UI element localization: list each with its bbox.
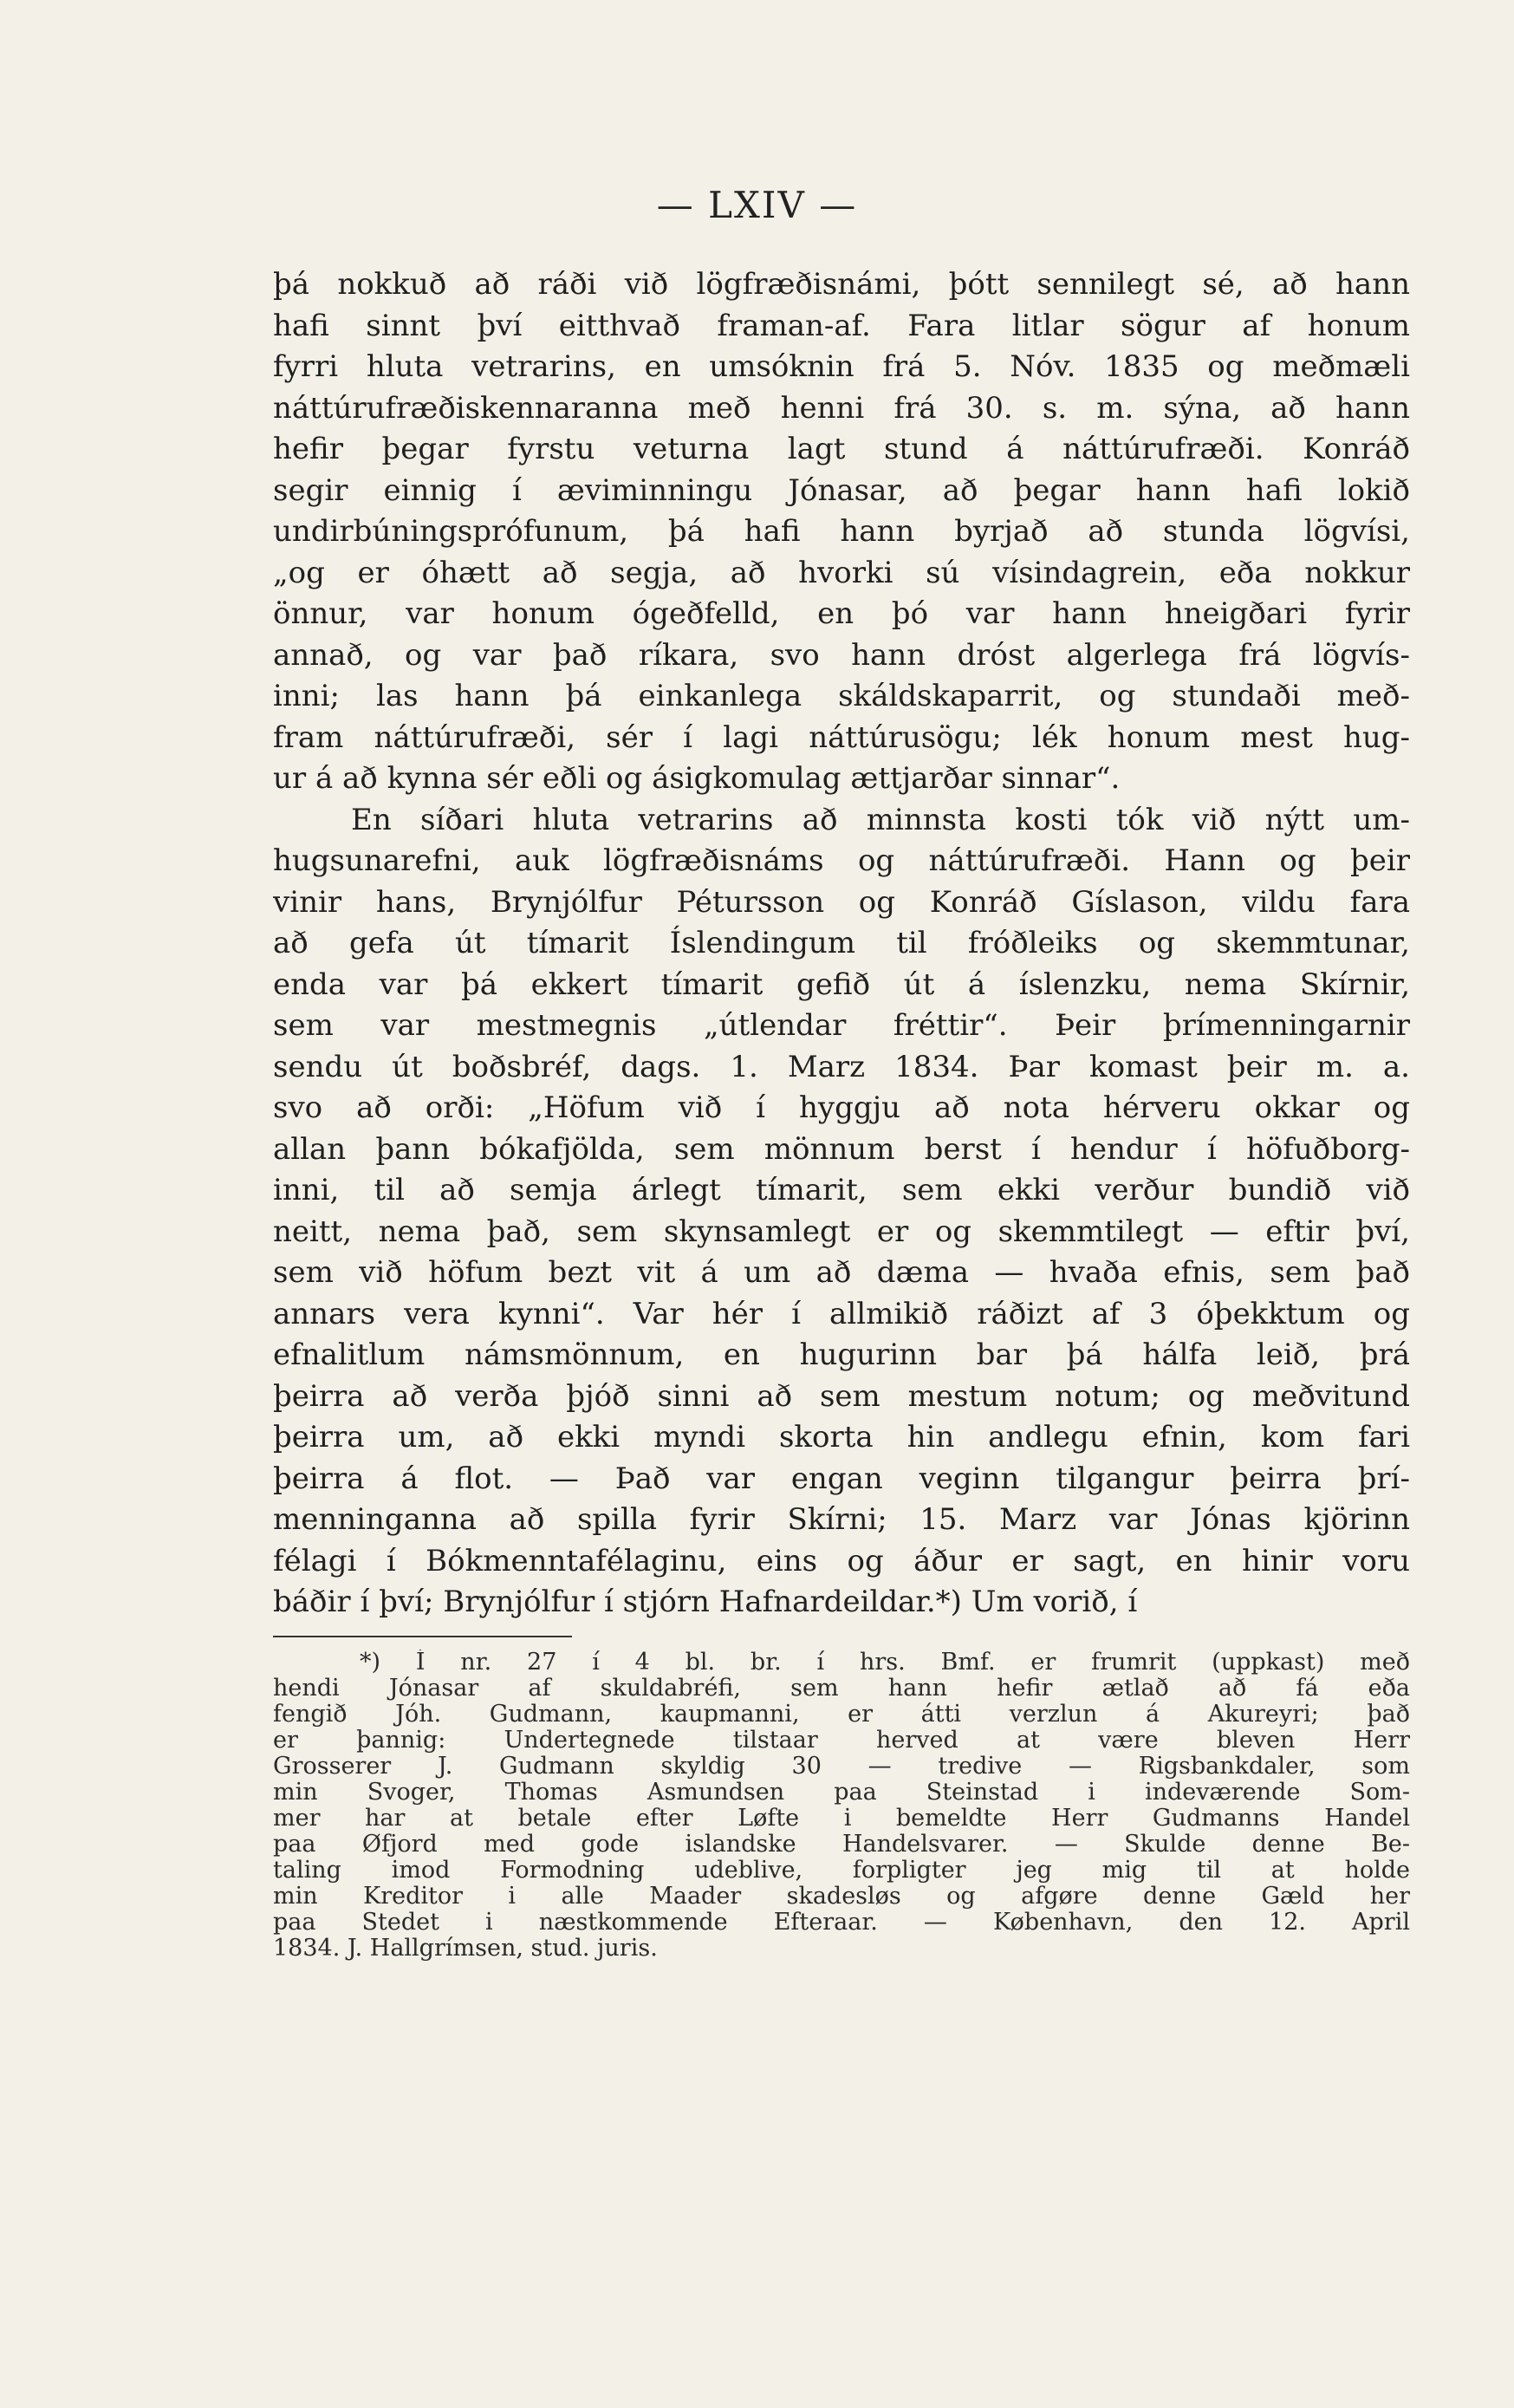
- footnote-line: taling imod Formodning udeblive, forpligter jeg mig til at holde: [273, 1858, 1410, 1884]
- footnote-line: 1834. J. Hallgrímsen, stud. juris.: [273, 1936, 658, 1962]
- footnote-line: fengið Jóh. Gudmann, kaupmanni, er átti verzlun á Akureyri; það: [273, 1702, 1410, 1728]
- footnote-line: paa Øfjord med gode islandske Handelsvarer. — Skulde denne Be-: [273, 1832, 1410, 1858]
- body-line: allan þann bókafjölda, sem mönnum berst í hendur í höfuðborg-: [273, 1131, 1410, 1167]
- footnote-divider: [273, 1636, 572, 1637]
- body-line: sem var mestmegnis „útlendar fréttir“. Þeir þrímenningarnir: [273, 1008, 1410, 1043]
- body-line: annars vera kynni“. Var hér í allmikið ráðizt af 3 óþekktum og: [273, 1296, 1410, 1331]
- footnote-line: min Kreditor i alle Maader skadesløs og afgøre denne Gæld her: [273, 1884, 1410, 1910]
- body-line: fram náttúrufræði, sér í lagi náttúrusögu; lék honum mest hug-: [273, 719, 1410, 755]
- footnote-line: Grosserer J. Gudmann skyldig 30 — tredive — Rigsbankdaler, som: [273, 1754, 1410, 1780]
- body-line: þeirra um, að ekki myndi skorta hin andlegu efnin, kom fari: [273, 1420, 1410, 1455]
- page-number: — LXIV —: [656, 184, 858, 226]
- body-line: þeirra að verða þjóð sinni að sem mestum notum; og meðvitund: [273, 1378, 1410, 1414]
- body-line: önnur, var honum ógeðfelld, en þó var hann hneigðari fyrir: [273, 596, 1410, 631]
- body-line: menninganna að spilla fyrir Skírni; 15. Marz var Jónas kjörinn: [273, 1502, 1410, 1537]
- body-line: vinir hans, Brynjólfur Pétursson og Konráð Gíslason, vildu fara: [273, 884, 1410, 920]
- body-line: fyrri hluta vetrarins, en umsóknin frá 5. Nóv. 1835 og meðmæli: [273, 349, 1410, 384]
- footnote-line: er þannig: Undertegnede tilstaar herved at være bleven Herr: [273, 1728, 1410, 1754]
- body-line: að gefa út tímarit Íslendingum til fróðleiks og skemmtunar,: [273, 926, 1410, 960]
- body-line: efnalitlum námsmönnum, en hugurinn bar þá hálfa leið, þrá: [273, 1337, 1410, 1372]
- footnote-line: min Svoger, Thomas Asmundsen paa Steinstad i indeværende Som-: [273, 1780, 1410, 1806]
- body-line: svo að orði: „Höfum við í hyggju að nota hérveru okkar og: [273, 1090, 1410, 1125]
- body-line: ur á að kynna sér eðli og ásigkomulag ættjarðar sinnar“.: [273, 761, 1121, 796]
- body-line: „og er óhætt að segja, að hvorki sú vísindagrein, eða nokkur: [273, 555, 1410, 590]
- body-line: En síðari hluta vetrarins að minnsta kosti tók við nýtt um-: [351, 802, 1410, 837]
- body-line: þá nokkuð að ráði við lögfræðisnámi, þótt sennilegt sé, að hann: [273, 267, 1410, 302]
- body-line: inni; las hann þá einkanlega skáldskaparrit, og stundaði með-: [273, 679, 1410, 713]
- body-text: [273, 264, 1410, 1624]
- body-line: hafi sinnt því eitthvað framan-af. Fara litlar sögur af honum: [273, 308, 1410, 343]
- footnote-line: paa Stedet i næstkommende Efteraar. — København, den 12. April: [273, 1910, 1410, 1936]
- footnote-line: *) Í nr. 27 í 4 bl. br. í hrs. Bmf. er frumrit (uppkast) með: [360, 1650, 1410, 1676]
- body-line: inni, til að semja árlegt tímarit, sem ekki verður bundið við: [273, 1173, 1410, 1207]
- footnote-line: hendi Jónasar af skuldabréfi, sem hann hefir ætlað að fá eða: [273, 1676, 1410, 1702]
- body-line: þeirra á flot. — Það var engan veginn tilgangur þeirra þrí-: [273, 1461, 1410, 1496]
- body-line: undirbúningsprófunum, þá hafi hann byrjað að stunda lögvísi,: [273, 514, 1410, 549]
- body-line: sendu út boðsbréf, dags. 1. Marz 1834. Þar komast þeir m. a.: [273, 1049, 1410, 1084]
- body-line: félagi í Bókmenntafélaginu, eins og áður er sagt, en hinir voru: [273, 1543, 1410, 1578]
- body-line: enda var þá ekkert tímarit gefið út á íslenzku, nema Skírnir,: [273, 966, 1410, 1002]
- body-line: segir einnig í æviminningu Jónasar, að þegar hann hafi lokið: [273, 472, 1410, 508]
- body-line: hugsunarefni, auk lögfræðisnáms og náttúrufræði. Hann og þeir: [273, 843, 1410, 878]
- body-line: hefir þegar fyrstu veturna lagt stund á náttúrufræði. Konráð: [273, 432, 1410, 466]
- footnote-text: [273, 1650, 1410, 1962]
- body-line: náttúrufræðiskennaranna með henni frá 30. s. m. sýna, að hann: [273, 390, 1410, 426]
- footnote-line: mer har at betale efter Løfte i bemeldte Herr Gudmanns Handel: [273, 1806, 1410, 1832]
- body-line: neitt, nema það, sem skynsamlegt er og skemmtilegt — eftir því,: [273, 1214, 1410, 1249]
- body-line: báðir í því; Brynjólfur í stjórn Hafnardeildar.*) Um vorið, í: [273, 1585, 1138, 1619]
- body-line: annað, og var það ríkara, svo hann dróst algerlega frá lögvís-: [273, 637, 1410, 673]
- body-line: sem við höfum bezt vit á um að dæma — hvaða efnis, sem það: [273, 1255, 1410, 1290]
